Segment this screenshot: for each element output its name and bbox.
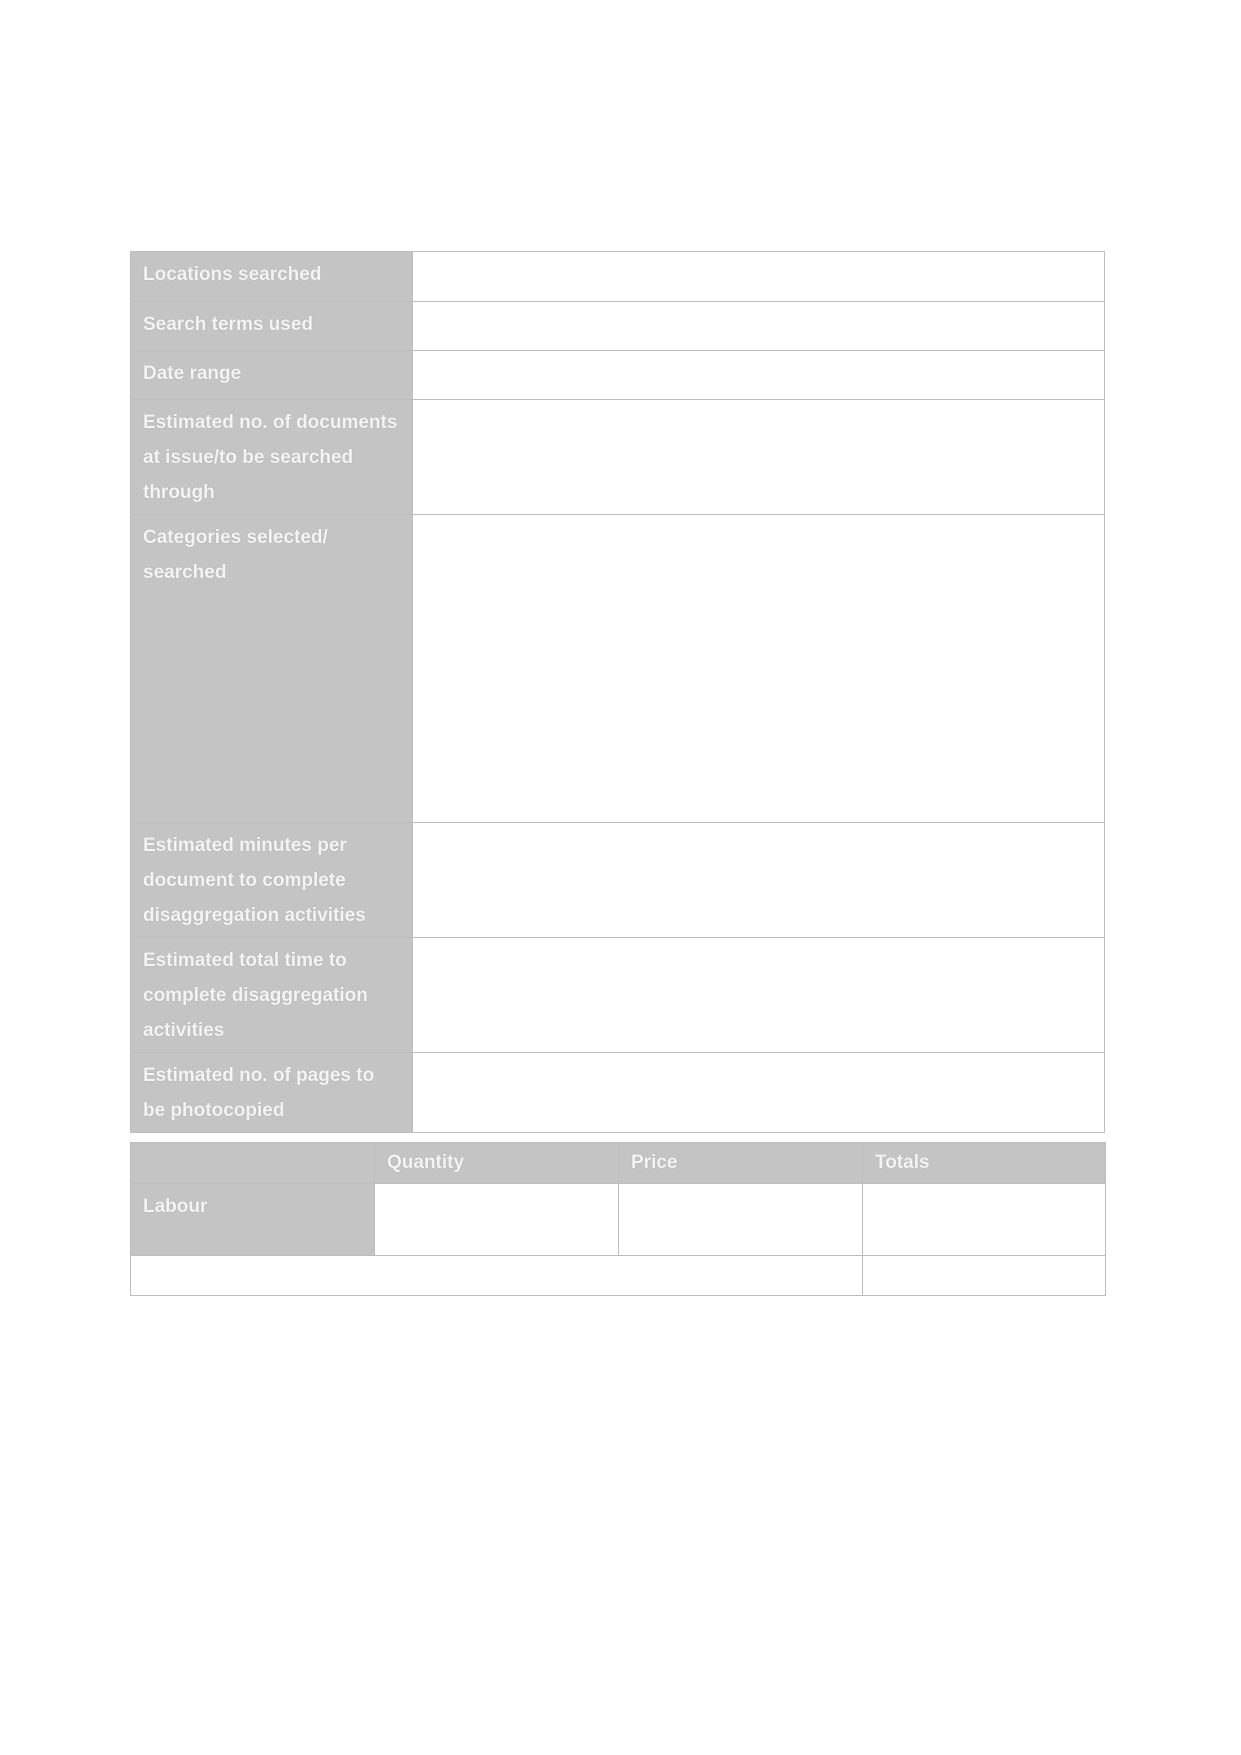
categories-selected-label: Categories selected/ searched	[131, 515, 413, 823]
labour-quantity-cell[interactable]	[375, 1184, 619, 1256]
locations-searched-label: Locations searched	[131, 252, 413, 302]
pages-photocopied-label: Estimated no. of pages to be photocopied	[131, 1053, 413, 1133]
pages-photocopied-value[interactable]	[413, 1053, 1105, 1133]
categories-selected-value[interactable]	[413, 515, 1105, 823]
price-header: Price	[619, 1143, 863, 1184]
sum-total-cell[interactable]	[863, 1256, 1106, 1296]
estimated-documents-value[interactable]	[413, 400, 1105, 515]
table-row	[131, 1053, 1105, 1133]
minutes-per-document-label: Estimated minutes per document to complete disaggregation activities	[131, 823, 413, 938]
total-time-label: Estimated total time to complete disaggregation activities	[131, 938, 413, 1053]
total-time-value[interactable]	[413, 938, 1105, 1053]
table-row	[131, 823, 1105, 938]
table-row	[131, 252, 1105, 302]
table-row	[131, 515, 1105, 823]
labour-label: Labour	[131, 1184, 375, 1256]
table-row	[131, 302, 1105, 351]
search-terms-label: Search terms used	[131, 302, 413, 351]
totals-header: Totals	[863, 1143, 1106, 1184]
costing-header-blank	[131, 1143, 375, 1184]
search-terms-value[interactable]	[413, 302, 1105, 351]
labour-price-cell[interactable]	[619, 1184, 863, 1256]
date-range-label: Date range	[131, 351, 413, 400]
minutes-per-document-value[interactable]	[413, 823, 1105, 938]
quantity-header: Quantity	[375, 1143, 619, 1184]
sum-row	[131, 1256, 1106, 1296]
search-details-table	[130, 251, 1105, 1133]
costing-header-row	[131, 1143, 1106, 1184]
locations-searched-value[interactable]	[413, 252, 1105, 302]
costing-table	[130, 1142, 1106, 1296]
table-row	[131, 938, 1105, 1053]
labour-row	[131, 1184, 1106, 1256]
estimated-documents-label: Estimated no. of documents at issue/to be searched through	[131, 400, 413, 515]
labour-total-cell[interactable]	[863, 1184, 1106, 1256]
sum-label-cell	[131, 1256, 863, 1296]
date-range-value[interactable]	[413, 351, 1105, 400]
table-row	[131, 400, 1105, 515]
table-row	[131, 351, 1105, 400]
